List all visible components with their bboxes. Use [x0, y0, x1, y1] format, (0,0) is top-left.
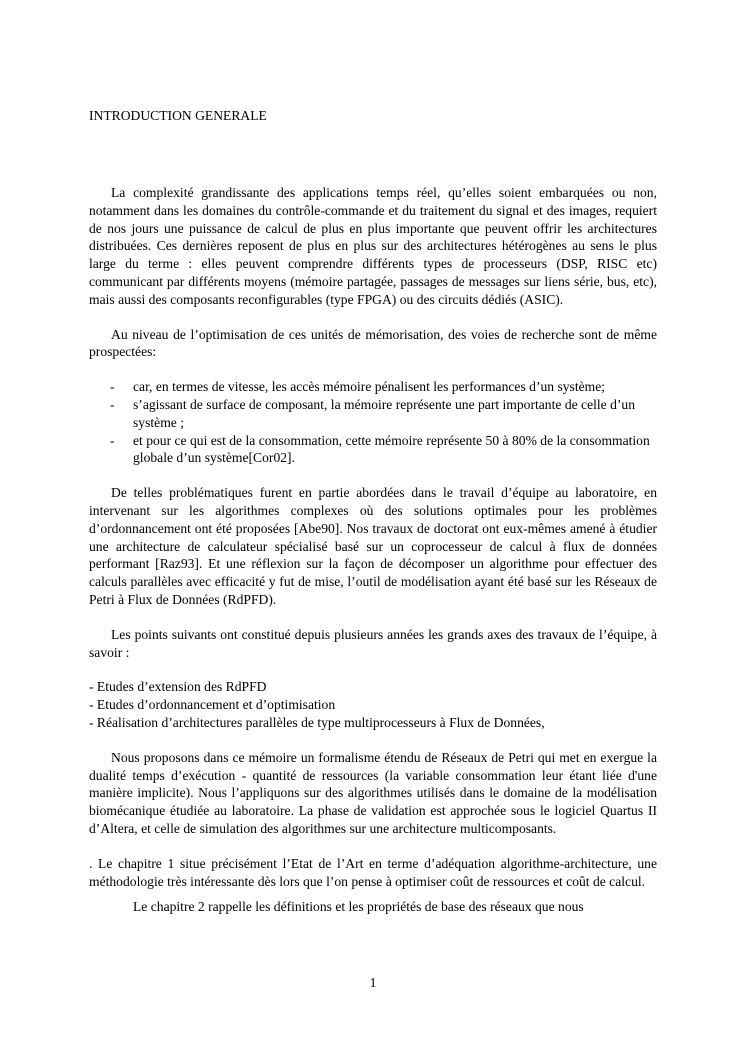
- paragraph-chapter-2: Le chapitre 2 rappelle les définitions et les propriétés de base des réseaux que nous: [133, 899, 584, 915]
- paragraph-axes-intro: Les points suivants ont constitué depuis plusieurs années les grands axes des travaux de l’équipe, à savoir :: [89, 626, 657, 660]
- research-axes-list: [89, 678, 657, 731]
- memory-issues-list: [89, 378, 657, 467]
- paragraph-memory-intro: Au niveau de l’optimisation de ces unités de mémorisation, des voies de recherche sont de même prospectées:: [89, 326, 657, 360]
- paragraph-context: La complexité grandissante des applications temps réel, qu’elles soient embarquées ou non, notamment dans les domaines du contrôle-commande et du traitement du signal et des images, requiert de nos jours une puissance de calcul de plus en plus importante que peuvent offrir les architectures distribuées. Ces dernières reposent de plus en plus sur des architectures hétérogènes au sens le plus large du terme : elles peuvent comprendre différents types de processeurs (DSP, RISC etc) communicant par différents moyens (mémoire partagée, passages de messages sur liens série, bus, etc), mais aussi des composants reconfigurables (type FPGA) ou des circuits dédiés (ASIC).: [89, 185, 657, 307]
- list-item: - car, en termes de vitesse, les accès mémoire pénalisent les performances d’un système;: [110, 379, 606, 395]
- body-text: [89, 184, 657, 916]
- page-number: 1: [369, 975, 377, 990]
- paragraph-previous-work: De telles problématiques furent en partie abordées dans le travail d’équipe au laboratoire, en intervenant sur les algorithmes complexes où des solutions optimales pour les problèmes d’ordonnancement ont été proposées [Abe90]. Nos travaux de doctorat ont eux-mêmes amené à étudier une architecture de calculateur spécialisé basé sur un coprocesseur de calcul à flux de données performant [Raz93]. Et une réflexion sur la façon de décomposer un algorithme pour effectuer des calculs parallèles avec efficacité y fut de mise, l’outil de modélisation ayant été basé sur les Réseaux de Petri à Flux de Données (RdPFD).: [89, 485, 657, 607]
- document-page: [89, 0, 657, 1053]
- list-item: - Etudes d’ordonnancement et d’optimisation: [89, 697, 336, 713]
- list-item: - et pour ce qui est de la consommation, cette mémoire représente 50 à 80% de la consommation globale d’un système[Cor02].: [110, 432, 650, 466]
- list-item: - Etudes d’extension des RdPFD: [89, 679, 267, 695]
- page-title: INTRODUCTION GENERALE: [89, 108, 267, 123]
- paragraph-proposal: Nous proposons dans ce mémoire un formalisme étendu de Réseaux de Petri qui met en exergue la dualité temps d’exécution - quantité de ressources (la variable consommation leur étant liée d'une manière implicite). Nous l’appliquons sur des algorithmes utilisés dans le domaine de la modélisation biomécanique étudiée au laboratoire. La phase de validation est approchée sous le logiciel Quartus II d’Altera, et celle de simulation des algorithmes sur une architecture multicomposants.: [89, 749, 657, 836]
- list-item: - Réalisation d’architectures parallèles de type multiprocesseurs à Flux de Données,: [89, 714, 545, 730]
- paragraph-chapter-1: . Le chapitre 1 situe précisément l’Etat de l’Art en terme d’adéquation algorithme-architecture, une méthodologie très intéressante dès lors que l’on pense à optimiser coût de ressources et coût de calcul.: [89, 855, 657, 889]
- list-item: - s’agissant de surface de composant, la mémoire représente une part importante de celle d’un système ;: [110, 396, 636, 430]
